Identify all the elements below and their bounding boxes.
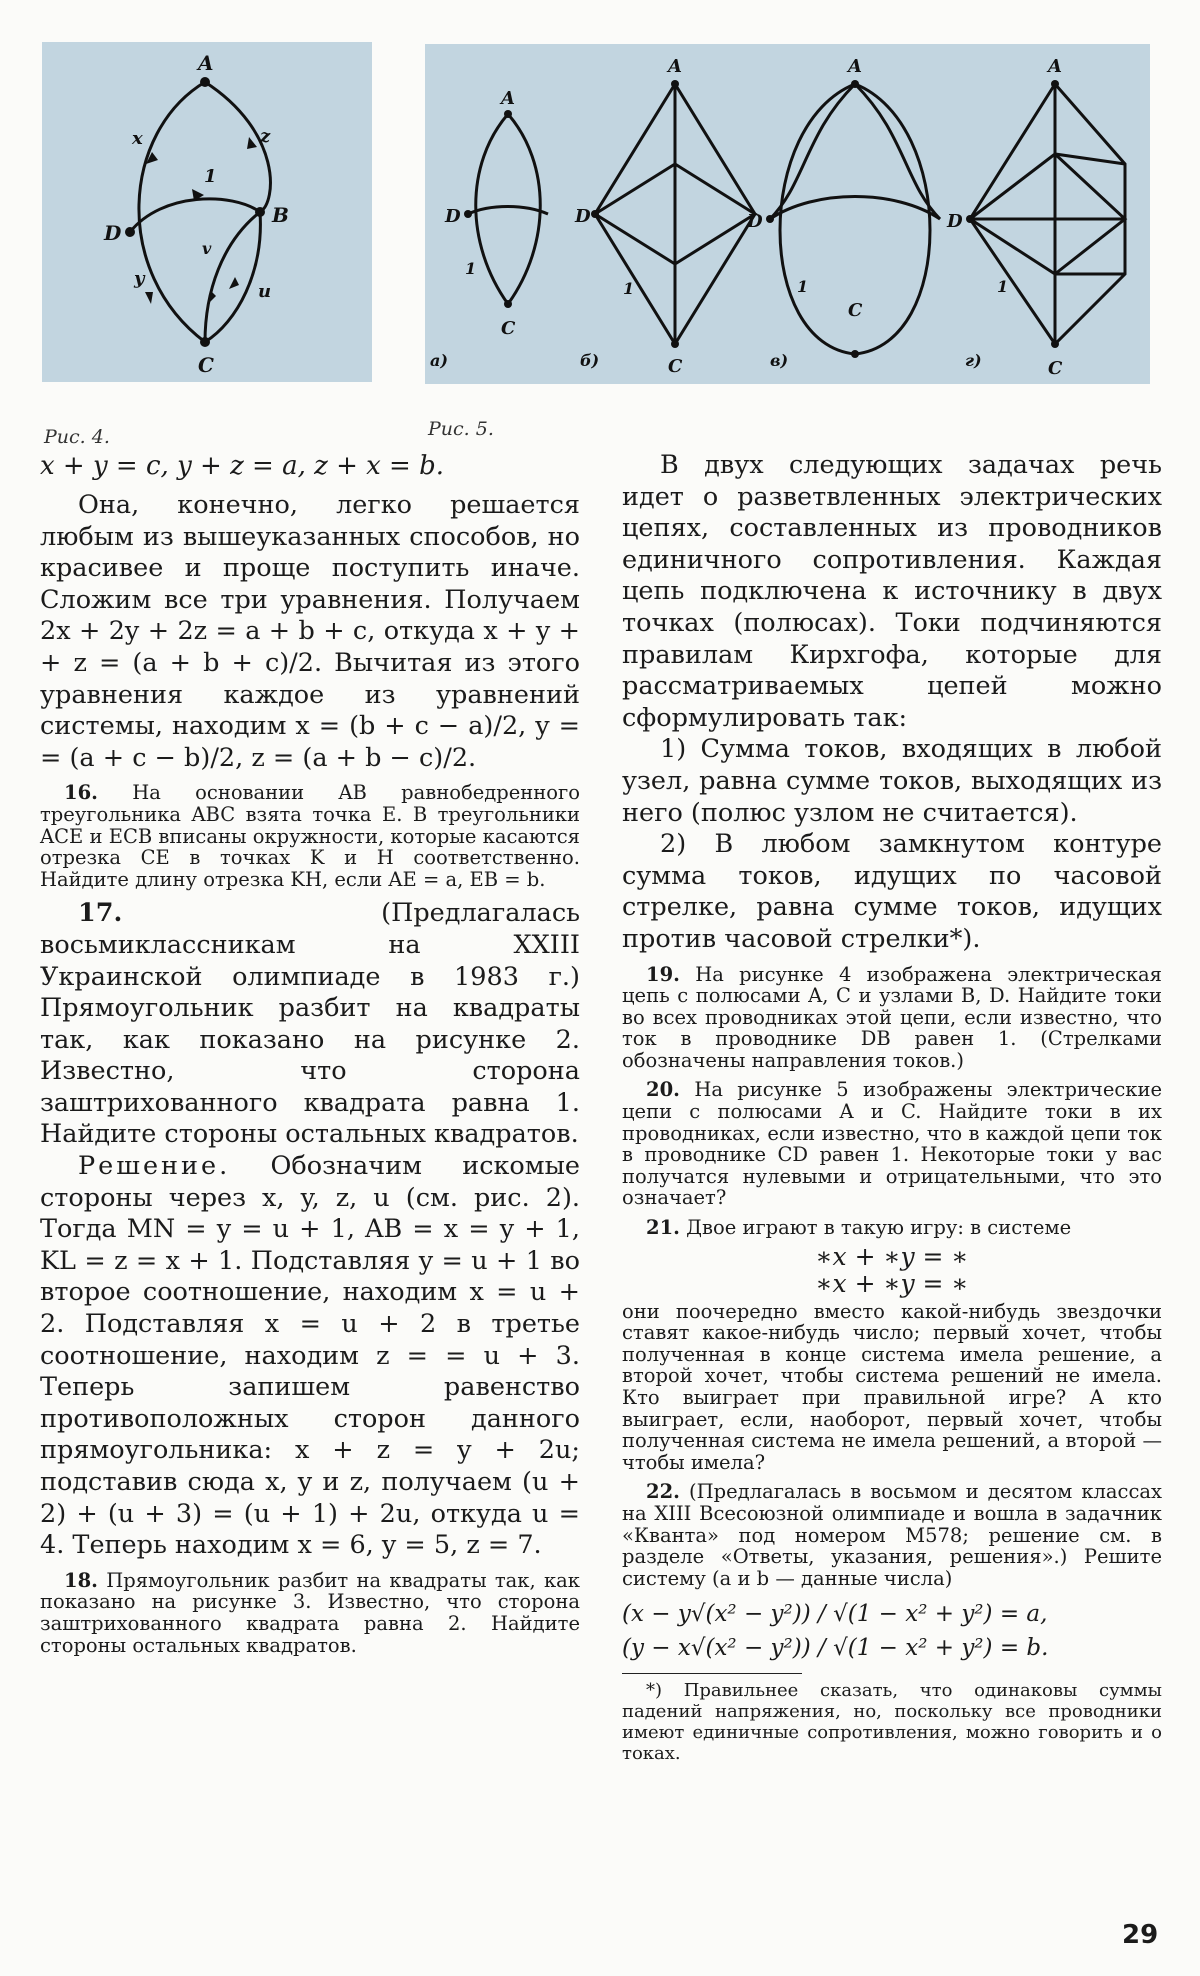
edge-1	[130, 199, 260, 232]
fig4-label-A: A	[198, 51, 214, 75]
circuit-diagrams-5	[425, 44, 1150, 384]
fig4-label-z: z	[260, 126, 271, 147]
fig5d-label-1: 1	[997, 277, 1009, 296]
fig5b-label-1: 1	[623, 279, 635, 298]
fig5b-label-A: A	[668, 56, 682, 77]
kirchhoff-intro: В двух следующих задачах речь идет о разветвленных электрических цепях, составленных из проводников единичного сопротивления. Каждая цепь подключена к источнику в двух точках (полюсах). Токи подчиняются правилам Кирхгофа, которые для рассматриваемых цепей можно сформулировать так:	[622, 450, 1162, 733]
fig5b-label-D: D	[575, 206, 591, 227]
fig4-label-B: B	[272, 203, 289, 227]
fig5a-label-A: A	[501, 88, 515, 109]
problem-21-number: 21.	[646, 1216, 680, 1240]
fig5c-label-D: D	[747, 211, 763, 232]
problem-22-number: 22.	[646, 1480, 680, 1504]
fig4-label-v: v	[202, 239, 212, 258]
figure-5	[425, 44, 1150, 384]
solution-17-text: Обозначим искомые стороны через x, y, z, u (см. рис. 2). Тогда MN = y = u + 1, AB = x = y + 1, KL = z = x + 1. Подставляя y = u + 1 во второе соотношение, находим x = u + 2. Подставляя x = u + 2 в третье соотношение, находим z = = u + 3. Теперь запишем равенство противоположных сторон данного прямоугольника: x + z = y + 2u; подставив сюда x, y и z, получаем (u + 2) + (u + 3) = (u + 1) + 2u, откуда u = 4. Теперь находим x = 6, y = 5, z = 7.	[40, 1151, 580, 1561]
footnote-divider	[622, 1673, 802, 1674]
kirchhoff-rule-2: 2) В любом замкнутом контуре сумма токов, идущих по часовой стрелке, равна сумме токов, идущих против часовой стрелки*).	[622, 829, 1162, 954]
problem-17-text: (Предлагалась восьмиклассникам на XXIII Украинской олимпиаде в 1983 г.) Прямоугольник разбит на квадраты так, как показано на рисунке 2. Известно, что сторона заштрихованного квадрата равна 1. Найдите стороны остальных квадратов.	[40, 898, 580, 1150]
game-system-line-1: ∗x + ∗y = ∗	[815, 1241, 969, 1271]
kirchhoff-rule-1: 1) Сумма токов, входящих в любой узел, равна сумме токов, выходящих из него (полюс узлом не считается).	[622, 734, 1162, 828]
problem-21-continued: они поочередно вместо какой-нибудь звездочки ставят какое-нибудь число; первый хочет, чтобы полученная в конце система имела решение, а второй хочет, чтобы система решений не имела. Кто выиграет при правильной игре? А кто выиграет, если, наоборот, первый хочет, чтобы полученная система не имела решений, а второй — чтобы имела?	[622, 1299, 1162, 1474]
fig5d-tag: г)	[965, 351, 982, 370]
left-column	[40, 450, 580, 1656]
edge-u	[205, 212, 260, 342]
fig5d-label-A: A	[1048, 56, 1062, 77]
problem-18	[40, 1570, 580, 1656]
problem-21	[622, 1217, 1162, 1239]
problem-20	[622, 1079, 1162, 1209]
fig4-label-u: u	[258, 281, 272, 302]
fig4-label-y: y	[134, 268, 145, 289]
problem-19-number: 19.	[646, 962, 680, 986]
problem-18-number: 18.	[64, 1568, 98, 1592]
game-system	[622, 1243, 1162, 1297]
fig5a-tag: а)	[430, 351, 448, 370]
fig5c-tag: в)	[770, 351, 789, 370]
problem-22-equations	[622, 1597, 1162, 1665]
problem-22-text: (Предлагалась в восьмом и десятом классах на XIII Всесоюзной олимпиаде и вошла в задачник «Кванта» под номером М578; решение см. в разделе «Ответы, указания, решения».) Решите систему (a и b — данные числа)	[622, 1480, 1163, 1590]
page-number: 29	[1122, 1920, 1159, 1950]
problem-22	[622, 1481, 1162, 1589]
problem-19-text: На рисунке 4 изображена электрическая цепь с полюсами A, C и узлами B, D. Найдите токи во всех проводниках этой цепи, если известно, что ток в проводнике DB равен 1. (Стрелками обозначены направления токов.)	[622, 962, 1162, 1072]
fig4-label-x: x	[132, 128, 143, 149]
fig4-label-D: D	[104, 221, 122, 245]
problem-16	[40, 782, 580, 890]
fig5a-label-1: 1	[465, 259, 477, 278]
fig5b-label-C: C	[668, 356, 683, 377]
problem-21-text: Двое играют в такую игру: в системе	[686, 1216, 1072, 1240]
fig5a-label-D: D	[445, 206, 461, 227]
problem-19	[622, 964, 1162, 1072]
fig5d-label-C: C	[1048, 358, 1063, 379]
fig5b-tag: б)	[580, 351, 600, 370]
equation-system: x + y = c, y + z = a, z + x = b.	[40, 451, 445, 481]
fig5d-label-D: D	[947, 211, 963, 232]
fig5c-label-A: A	[848, 56, 862, 77]
fig4-label-1: 1	[204, 166, 217, 187]
paragraph-solution-method: Она, конечно, легко решается любым из вышеуказанных способов, но красивее и проще поступить иначе. Сложим все три уравнения. Получаем 2x + 2y + 2z = a + b + c, откуда x + y + + z = (a + b + c)/2. Вычитая из этого уравнения каждое из уравнений системы, находим x = (b + c − a)/2, y = = (a + c − b)/2, z = (a + b − c)/2.	[40, 490, 580, 773]
figure-5-caption: Рис. 5.	[428, 418, 494, 440]
circuit-diagram-4	[42, 42, 372, 382]
problem-22-equation-2: (y − x√(x² − y²)) / √(1 − x² + y²) = b.	[622, 1635, 1049, 1662]
figure-4-caption: Рис. 4.	[44, 426, 110, 448]
problem-20-number: 20.	[646, 1078, 680, 1102]
right-column	[622, 450, 1162, 1764]
edge-z	[205, 82, 270, 212]
fig4-label-C: C	[198, 353, 214, 377]
game-system-line-2: ∗x + ∗y = ∗	[815, 1268, 969, 1298]
solution-label: Решение.	[78, 1151, 231, 1182]
problem-16-text: На основании AB равнобедренного треугольника ABC взята точка E. В треугольники ACE и ECB вписаны окружности, которые касаются отрезка CE в точках K и H соответственно. Найдите длину отрезка KH, если AE = a, EB = b.	[40, 781, 580, 891]
problem-18-text: Прямоугольник разбит на квадраты так, как показано на рисунке 3. Известно, что сторона заштрихованного квадрата равна 2. Найдите стороны остальных квадратов.	[40, 1568, 580, 1657]
fig5c-label-1: 1	[797, 277, 809, 296]
problem-22-equation-1: (x − y√(x² − y²)) / √(1 − x² + y²) = a,	[622, 1601, 1048, 1628]
solution-17	[40, 1151, 580, 1562]
footnote: *) Правильнее сказать, что одинаковы суммы падений напряжения, но, поскольку все проводники имеют единичные сопротивления, можно говорить и о токах.	[622, 1680, 1162, 1765]
edge-x-y	[139, 82, 205, 342]
problem-20-text: На рисунке 5 изображены электрические цепи с полюсами A и C. Найдите токи в их проводниках, если известно, что в каждой цепи ток в проводнике CD равен 1. Некоторые токи у вас получатся нулевыми и отрицательными, что это означает?	[622, 1078, 1163, 1210]
problem-17-number: 17.	[78, 898, 123, 929]
fig5a-label-C: C	[501, 318, 516, 339]
problem-16-number: 16.	[64, 781, 98, 805]
fig5c-label-C: C	[848, 300, 863, 321]
problem-17	[40, 898, 580, 1151]
figure-4	[42, 42, 372, 382]
